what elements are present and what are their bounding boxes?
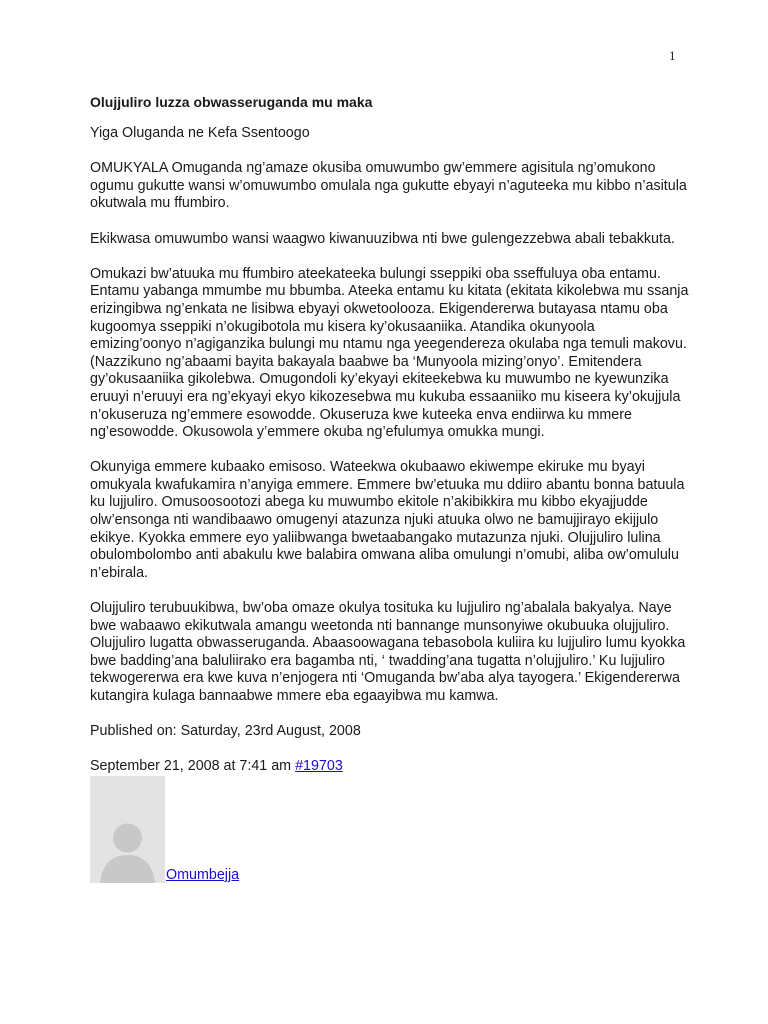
page-number: 1 [669, 48, 676, 63]
paragraph: Olujjuliro terubuukibwa, bw’oba omaze okulya tosituka ku lujjuliro ng’abalala bakyalya. Naye bwe wabaawo ekikutwala amangu weetonda nti bannange munsonyiwe okubuuka olujjuliro. Olujjuliro lugatta obwasseruganda. Abaasoowagana tebasobola kuliira ku lujjuliro lumu kyokka bwe badding’ana baluliirako era bagamba nti, ‘ twadding’ana tugatta n’olujjuliro.’ Ku lujjuliro tekwogererwa era kwe kuva n’enjogera nti ‘Omuganda bw’aba alya tayogera.’ Ekigendererwa kutangira kulaga bannaabwe mmere eba egaayibwa mu kamwa. [90, 600, 686, 704]
article [90, 92, 690, 888]
comment-date: September 21, 2008 at 7:41 am [90, 758, 292, 775]
paragraph: Omukazi bw’atuuka mu ffumbiro ateekateeka bulungi sseppiki oba sseffuluya oba entamu. Entamu yabanga mmumbe mu bbumba. Ateeka entamu ku kitata (ekitata kikolebwa mu ssanja erizingibwa ng’enkata ne lisibwa ebyayi okwetoolooza. Ekigendererwa butayasa ntamu oba kugoomya sseppiki n’okugibotola mu kisera ky’okusaaniika. Atandika okunyoola emizing’oonyo n’agiganzika bulungi mu ntamu nga yeegendereza okulaba nga temuli makovu. (Nazzikuno ng’abaami bayita bakayala baabwe ba ‘Munyoola mizing’onyo’. Emitendera gy’okusaaniika gikolebwa. Omugondoli ky’ekyayi ekiteekebwa ku muwumbo ne kyewunzika eruuyi n’eruuyi era ng’ekyayi ekyo kikozesebwa mu kukuba essaaniiko mu kiseera ky’okujjula n’okuseruza ng’emmere esowodde. Okuseruza kwe kuteeka enva endiirwa ku mmere ng’esowodde. Okusowola y’emmere okuba ng’efulumya omukka mungi. [90, 265, 689, 441]
paragraph: OMUKYALA Omuganda ng’amaze okusiba omuwumbo gw’emmere agisitula ng’omukono ogumu gukutte wansi w’omuwumbo omulala nga gukutte ebyayi n’aguteeka mu kibbo n’asitula okutwala mu ffumbiro. [90, 160, 687, 212]
comment-author [90, 776, 690, 888]
paragraph: Ekikwasa omuwumbo wansi waagwo kiwanuuzibwa nti bwe gulengezzebwa abali tebakkuta. [90, 230, 675, 247]
default-user-avatar-icon [90, 776, 165, 883]
comment-author-link[interactable]: Omumbejja [166, 866, 240, 883]
comment-permalink[interactable]: #19703 [295, 758, 343, 775]
article-title: Olujjuliro luzza obwasseruganda mu maka [90, 94, 373, 110]
comment-meta [90, 758, 690, 776]
paragraph: Okunyiga emmere kubaako emisoso. Wateekwa okubaawo ekiwempe ekiruke mu byayi omukyala kwafukamira n’anyiga emmere. Emmere bw’etuuka mu ddiiro abantu bonna batuula ku lujjuliro. Omusoosootozi abega ku muwumbo ekitole n’akibikkira mu kibbo ekyajjudde olw’ensonga nti wandibaawo omugenyi atazunza njuki atuuka olwo ne bamujjirayo ekijjulo ekikye. Kyokka emmere eyo yaliibwanga bwetaabangako mutazunza njuki. Olujjuliro lulina obulombolombo anti abakulu kwe balabira omwana aliba omulungi n’omubi, aliba ow’omululu n’ebirala. [90, 459, 685, 581]
article-byline: Yiga Oluganda ne Kefa Ssentoogo [90, 125, 310, 141]
published-date: Published on: Saturday, 23rd August, 2008 [90, 723, 361, 740]
